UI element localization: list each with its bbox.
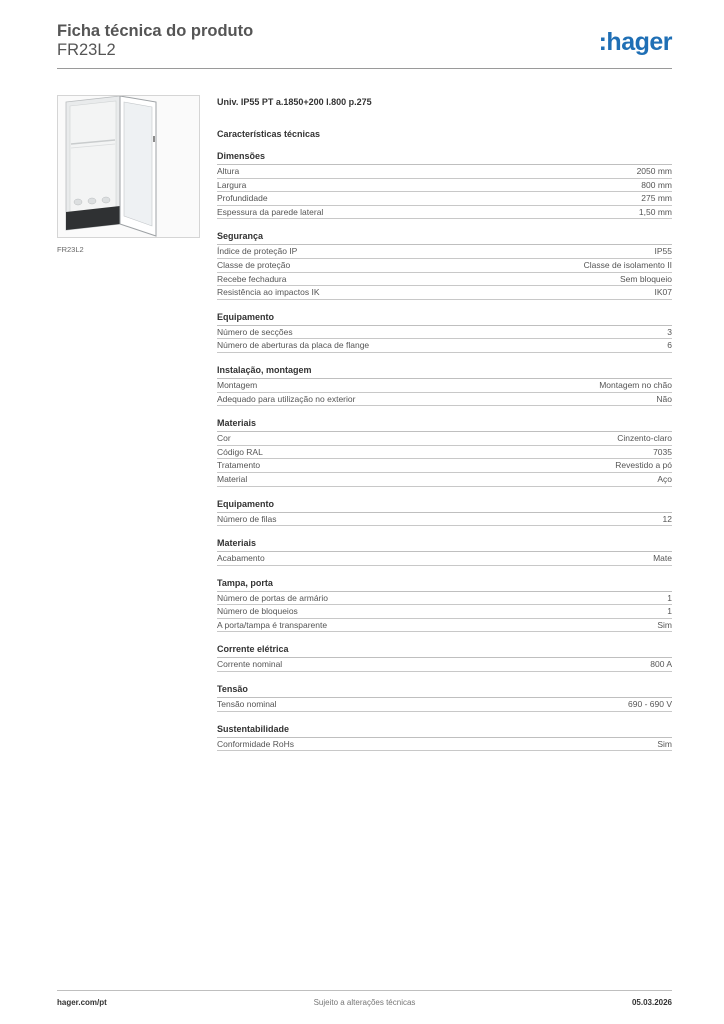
spec-label: Número de bloqueios [217,606,298,617]
spec-label: Código RAL [217,446,263,457]
spec-value: Sim [657,738,672,749]
spec-label: Classe de proteção [217,259,291,270]
disclaimer: Sujeito a alterações técnicas [313,998,416,1007]
spec-label: Número de aberturas da placa de flange [217,340,370,351]
group-title: Sustentabilidade [217,724,672,738]
image-caption: FR23L2 [57,245,84,254]
spec-value: 2050 mm [636,166,672,176]
spec-row [217,698,672,712]
spec-value: 3 [667,326,672,337]
spec-value: Revestido a pó [615,460,672,471]
spec-value: Classe de isolamento II [583,259,672,270]
spec-row [217,165,672,179]
spec-label: Recebe fechadura [217,273,287,284]
document-title: Ficha técnica do produto [57,22,254,40]
footer-divider [57,990,672,991]
spec-row [217,619,672,633]
group-title: Dimensões [217,151,672,165]
group-title: Materiais [217,418,672,432]
product-code: FR23L2 [57,41,116,59]
spec-row [217,192,672,206]
product-image [57,95,200,238]
header-divider [57,68,672,69]
spec-value: 7035 [653,446,672,457]
spec-value: 800 mm [641,179,672,190]
spec-label: Número de secções [217,326,293,337]
spec-label: Altura [217,166,240,176]
spec-row [217,513,672,527]
spec-row [217,658,672,672]
group-title: Tensão [217,684,672,698]
spec-label: A porta/tampa é transparente [217,619,328,630]
spec-label: Corrente nominal [217,659,283,670]
spec-label: Montagem [217,379,258,390]
spec-sheet [217,96,672,751]
document-date: 05.03.2026 [631,998,672,1007]
spec-row [217,459,672,473]
spec-row [217,286,672,300]
spec-row [217,273,672,287]
spec-label: Largura [217,179,247,190]
group-title: Materiais [217,538,672,552]
spec-row [217,339,672,353]
spec-value: 1,50 mm [638,206,672,217]
spec-value: Sim [657,619,672,630]
spec-row [217,446,672,460]
spec-value: Montagem no chão [599,379,672,390]
section-title: Características técnicas [217,129,321,139]
spec-label: Resistência ao impactos IK [217,287,320,298]
spec-value: 275 mm [641,193,672,204]
spec-label: Profundidade [217,193,268,204]
spec-value: 12 [662,513,672,524]
group-title: Equipamento [217,312,672,326]
spec-value: Sem bloqueio [620,273,672,284]
group-title: Segurança [217,231,672,245]
group-title: Equipamento [217,499,672,513]
spec-value: Não [656,393,672,404]
spec-value: IK07 [654,287,672,298]
group-title: Tampa, porta [217,578,672,592]
spec-label: Número de portas de armário [217,592,329,603]
spec-row [217,432,672,446]
spec-row [217,605,672,619]
spec-value: Aço [657,473,672,484]
spec-label: Material [217,473,248,484]
spec-row [217,326,672,340]
group-title: Corrente elétrica [217,644,672,658]
spec-row [217,738,672,752]
spec-row [217,179,672,193]
spec-value: IP55 [654,246,672,257]
product-name: Univ. IP55 PT a.1850+200 l.800 p.275 [217,97,372,107]
cabinet-illustration [58,96,199,237]
page-header [57,20,672,68]
spec-row [217,592,672,606]
spec-value: 800 A [650,659,672,670]
spec-label: Adequado para utilização no exterior [217,393,356,404]
spec-label: Tratamento [217,460,261,471]
spec-label: Cor [217,433,231,444]
spec-label: Acabamento [217,553,265,564]
spec-row [217,379,672,393]
spec-label: Número de filas [217,513,277,524]
spec-value: 1 [667,606,672,617]
spec-label: Tensão nominal [217,699,277,710]
spec-groups [217,151,672,751]
spec-value: 1 [667,592,672,603]
spec-value: 6 [667,340,672,351]
group-title: Instalação, montagem [217,365,672,379]
spec-label: Índice de proteção IP [217,246,298,257]
spec-label: Espessura da parede lateral [217,206,324,217]
website-link[interactable]: hager.com/pt [57,998,107,1007]
spec-value: Cinzento-claro [617,433,672,444]
spec-row [217,245,672,259]
spec-value: Mate [653,553,672,564]
spec-label: Conformidade RoHs [217,738,295,749]
spec-row [217,552,672,566]
spec-value: 690 - 690 V [628,699,672,710]
spec-row [217,473,672,487]
hager-logo: :hager [598,28,672,56]
spec-row [217,393,672,407]
spec-row [217,259,672,273]
spec-row [217,206,672,220]
